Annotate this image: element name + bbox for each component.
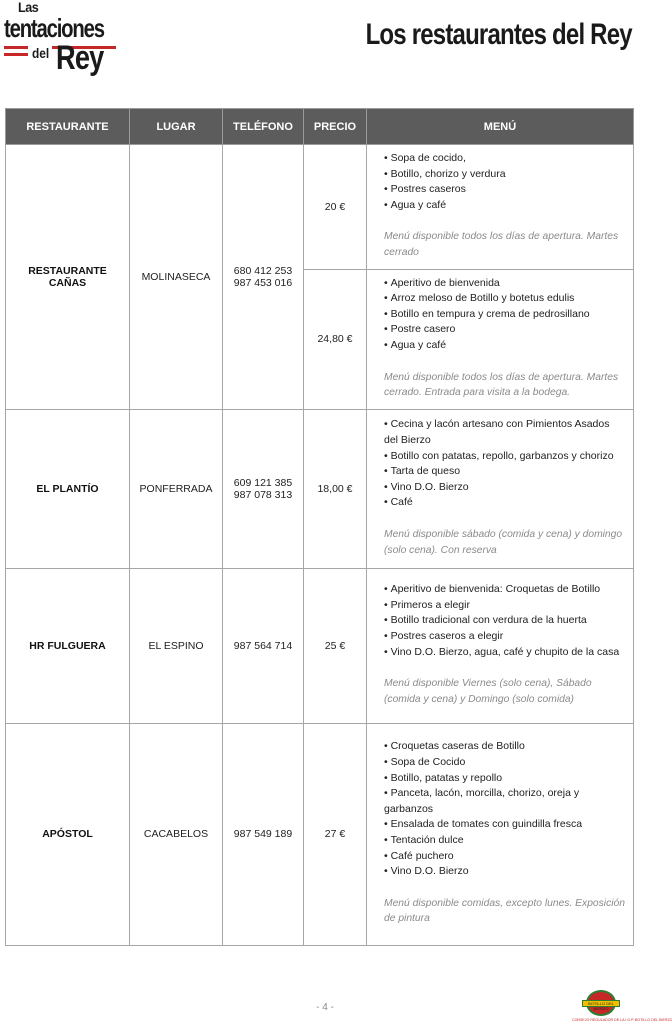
phone-number: 987 453 016 bbox=[233, 276, 293, 289]
restaurant-name: RESTAURANTE CAÑAS bbox=[6, 145, 130, 410]
menu-item: • Tentación dulce bbox=[384, 833, 625, 849]
table-row bbox=[6, 409, 634, 568]
seal-band: BOTILLO DEL BIERZO bbox=[582, 1000, 620, 1007]
menu-availability-note: Menú disponible sábado (comida y cena) y domingo (solo cena). Con reserva bbox=[384, 528, 623, 556]
menu-item: • Vino D.O. Bierzo bbox=[384, 480, 625, 496]
menu-item: • Aperitivo de bienvenida bbox=[384, 276, 625, 292]
menu-item: • Panceta, lacón, morcilla, chorizo, oreja y garbanzos bbox=[384, 786, 625, 817]
menu-item: • Café puchero bbox=[384, 849, 625, 865]
phone-number: 680 412 253 bbox=[233, 264, 293, 277]
menu-price: 18,00 € bbox=[304, 409, 367, 568]
column-header-menu: MENÚ bbox=[367, 109, 634, 145]
logo-text-rey: Rey bbox=[56, 39, 104, 77]
menu-availability-note: Menú disponible Viernes (solo cena), Sábado (comida y cena) y Domingo (solo comida) bbox=[384, 678, 592, 705]
restaurant-name: APÓSTOL bbox=[6, 723, 130, 945]
menu-item: • Agua y café bbox=[384, 338, 625, 354]
phone-number: 987 549 189 bbox=[233, 828, 293, 841]
menu-item: • Postre casero bbox=[384, 322, 625, 338]
column-header-restaurante: RESTAURANTE bbox=[6, 109, 130, 145]
restaurants-table bbox=[5, 108, 634, 946]
column-header-precio: PRECIO bbox=[304, 109, 367, 145]
menu-price: 24,80 € bbox=[304, 269, 367, 409]
menu-item: • Arroz meloso de Botillo y botetus edulis bbox=[384, 291, 625, 307]
menu-item: • Postres caseros bbox=[384, 182, 625, 198]
menu-details bbox=[367, 269, 634, 409]
menu-item: • Agua y café bbox=[384, 198, 625, 214]
menu-items-list bbox=[384, 582, 625, 660]
menu-availability-note: Menú disponible comidas, excepto lunes. Exposición de pintura bbox=[384, 897, 625, 925]
menu-item: • Botillo en tempura y crema de pedrosillano bbox=[384, 307, 625, 323]
page-number: - 4 - bbox=[316, 1002, 334, 1013]
menu-item: • Ensalada de tomates con guindilla fresca bbox=[384, 817, 625, 833]
logo-text-del: del bbox=[32, 45, 50, 61]
menu-item: • Botillo con patatas, repollo, garbanzos y chorizo bbox=[384, 449, 625, 465]
brand-logo bbox=[4, 0, 122, 86]
table-header-row bbox=[6, 109, 634, 145]
page-title: Los restaurantes del Rey bbox=[365, 18, 632, 51]
table-row bbox=[6, 723, 634, 945]
restaurant-place: PONFERRADA bbox=[130, 409, 223, 568]
menu-details bbox=[367, 568, 634, 723]
menu-items-list bbox=[384, 151, 625, 213]
logo-text-tentaciones: tentaciones bbox=[4, 13, 104, 43]
restaurant-name: EL PLANTÍO bbox=[6, 409, 130, 568]
menu-price: 25 € bbox=[304, 568, 367, 723]
menu-item: • Aperitivo de bienvenida: Croquetas de Botillo bbox=[384, 582, 625, 598]
menu-item: • Café bbox=[384, 495, 625, 511]
menu-item: • Botillo, patatas y repollo bbox=[384, 771, 625, 787]
restaurant-place: EL ESPINO bbox=[130, 568, 223, 723]
menu-item: • Tarta de queso bbox=[384, 464, 625, 480]
menu-item: • Croquetas caseras de Botillo bbox=[384, 739, 625, 755]
menu-details bbox=[367, 723, 634, 945]
menu-item: • Sopa de cocido, bbox=[384, 151, 625, 167]
logo-stripe bbox=[4, 46, 28, 49]
logo-text-las: Las bbox=[18, 0, 39, 15]
restaurant-phone bbox=[223, 409, 304, 568]
menu-item: • Vino D.O. Bierzo, agua, café y chupito de la casa bbox=[384, 645, 625, 661]
restaurant-phone bbox=[223, 145, 304, 410]
menu-items-list bbox=[384, 276, 625, 354]
column-header-lugar: LUGAR bbox=[130, 109, 223, 145]
menu-items-list bbox=[384, 739, 625, 879]
phone-number: 987 564 714 bbox=[233, 639, 293, 652]
restaurant-place: MOLINASECA bbox=[130, 145, 223, 410]
menu-item: • Cecina y lacón artesano con Pimientos Asados del Bierzo bbox=[384, 417, 625, 448]
restaurant-place: CACABELOS bbox=[130, 723, 223, 945]
menu-item: • Vino D.O. Bierzo bbox=[384, 864, 625, 880]
restaurant-name: HR FULGUERA bbox=[6, 568, 130, 723]
table-row bbox=[6, 145, 634, 270]
menu-items-list bbox=[384, 417, 625, 511]
menu-availability-note: Menú disponible todos los días de apertura. Martes cerrado. Entrada para visita a la bodega. bbox=[384, 371, 619, 399]
menu-details bbox=[367, 409, 634, 568]
menu-item: • Primeros a elegir bbox=[384, 598, 625, 614]
seal-caption: CONSEJO REGULADOR DE LA I.G.P. BOTILLO DEL BIERZO bbox=[572, 1018, 672, 1022]
menu-price: 27 € bbox=[304, 723, 367, 945]
menu-item: • Sopa de Cocido bbox=[384, 755, 625, 771]
restaurant-phone bbox=[223, 568, 304, 723]
botillo-seal-logo bbox=[572, 990, 672, 1026]
menu-item: • Botillo, chorizo y verdura bbox=[384, 167, 625, 183]
phone-number: 987 078 313 bbox=[233, 488, 293, 501]
menu-details bbox=[367, 145, 634, 270]
restaurant-phone bbox=[223, 723, 304, 945]
phone-number: 609 121 385 bbox=[233, 476, 293, 489]
table-row bbox=[6, 568, 634, 723]
menu-price: 20 € bbox=[304, 145, 367, 270]
menu-item: • Postres caseros a elegir bbox=[384, 629, 625, 645]
logo-stripe bbox=[4, 53, 28, 56]
menu-availability-note: Menú disponible todos los días de apertura. Martes cerrado bbox=[384, 231, 619, 258]
column-header-telefono: TELÉFONO bbox=[223, 109, 304, 145]
menu-item: • Botillo tradicional con verdura de la huerta bbox=[384, 613, 625, 629]
